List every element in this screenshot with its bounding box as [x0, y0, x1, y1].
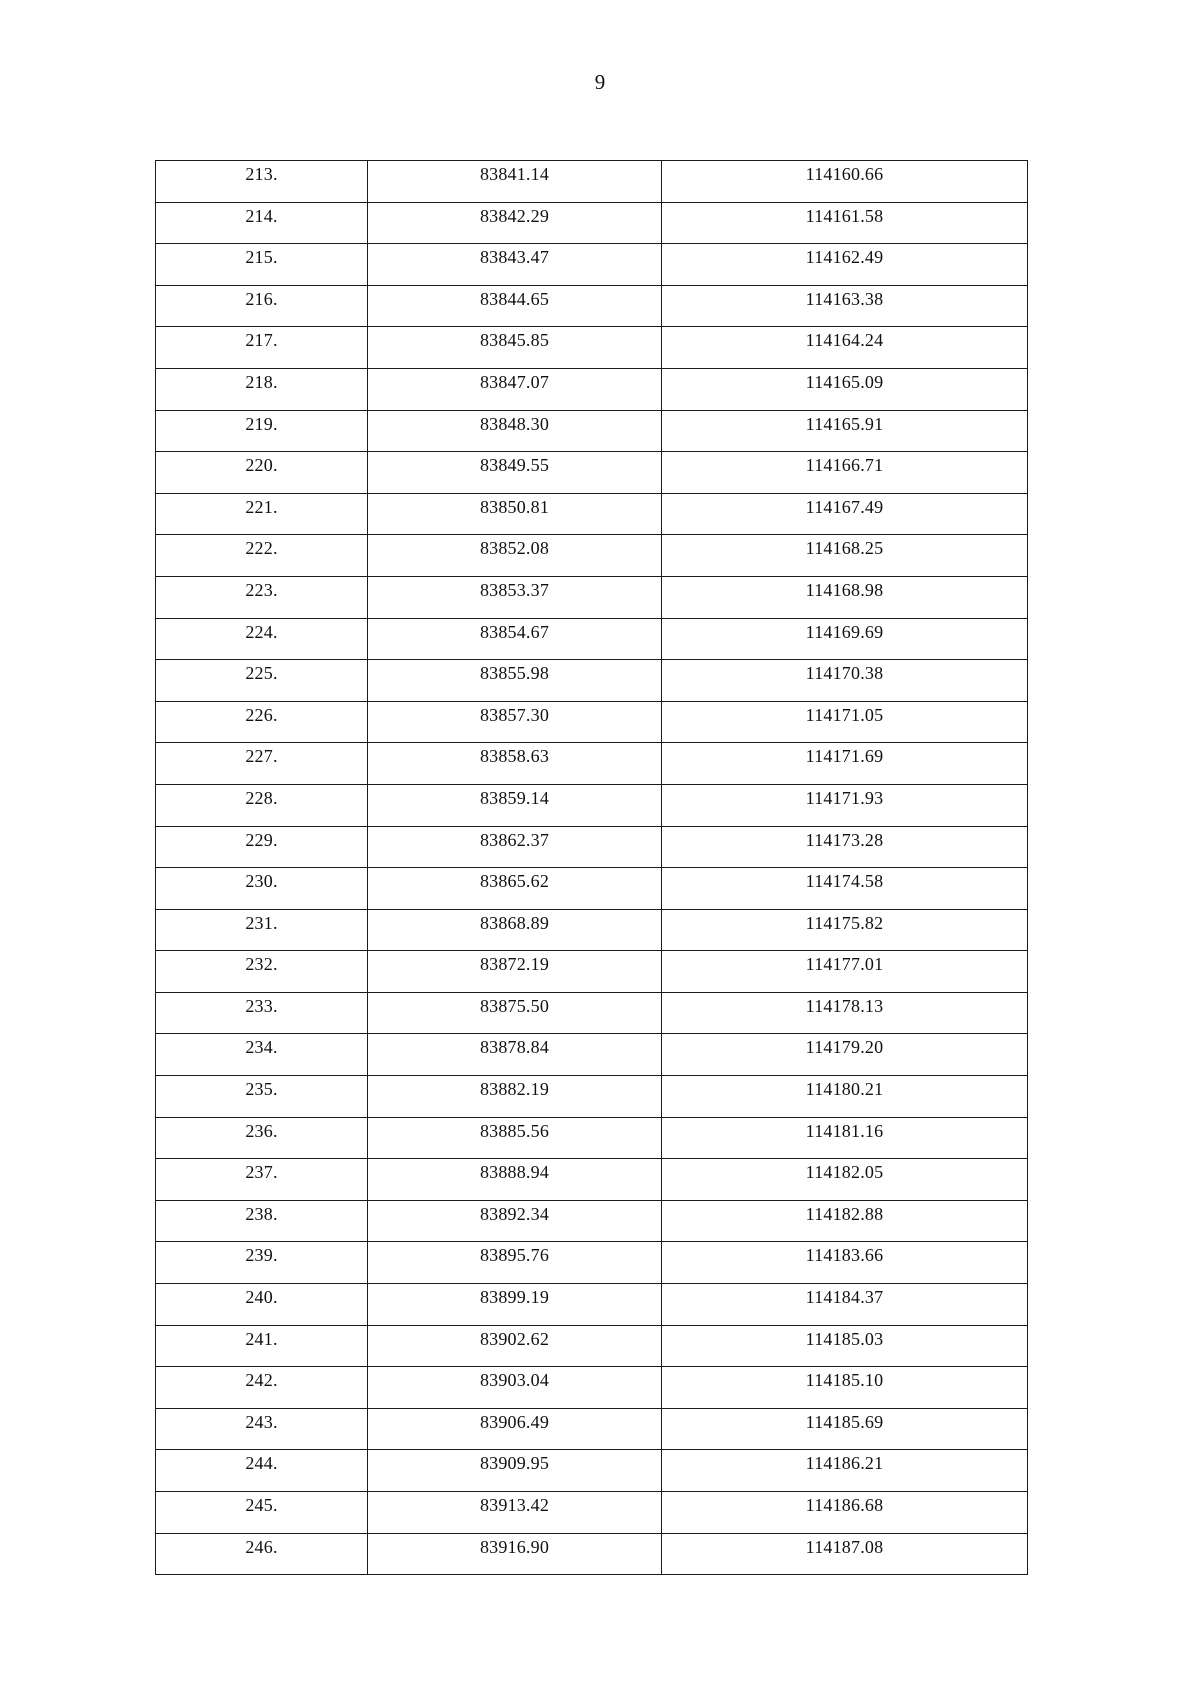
- point-number-cell: [156, 1408, 368, 1450]
- point-number-text: 228.: [245, 787, 278, 808]
- x-coordinate-cell: [368, 1533, 662, 1575]
- point-number-cell: [156, 701, 368, 743]
- point-number-text: 239.: [245, 1245, 278, 1266]
- table-row: [156, 1242, 1028, 1284]
- point-number-cell: [156, 1117, 368, 1159]
- x-coordinate-cell: [368, 1034, 662, 1076]
- x-coordinate-text: 83853.37: [479, 579, 550, 600]
- table-row: [156, 992, 1028, 1034]
- x-coordinate-cell: [368, 909, 662, 951]
- x-coordinate-text: 83888.94: [479, 1162, 550, 1183]
- y-coordinate-cell: [662, 868, 1028, 910]
- table-row: [156, 1450, 1028, 1492]
- y-coordinate-cell: [662, 1242, 1028, 1284]
- y-coordinate-cell: [662, 1034, 1028, 1076]
- table-row: [156, 1034, 1028, 1076]
- y-coordinate-cell: [662, 1533, 1028, 1575]
- x-coordinate-cell: [368, 452, 662, 494]
- x-coordinate-text: 83878.84: [479, 1037, 550, 1058]
- y-coordinate-cell: [662, 1367, 1028, 1409]
- x-coordinate-cell: [368, 1450, 662, 1492]
- y-coordinate-cell: [662, 1492, 1028, 1534]
- point-number-text: 224.: [245, 621, 278, 642]
- table-row: [156, 1492, 1028, 1534]
- y-coordinate-text: 114168.25: [805, 538, 884, 559]
- y-coordinate-text: 114164.24: [805, 330, 884, 351]
- point-number-text: 245.: [245, 1495, 278, 1515]
- y-coordinate-text: 114182.05: [805, 1162, 884, 1183]
- point-number-text: 215.: [245, 247, 278, 268]
- y-coordinate-cell: [662, 1159, 1028, 1201]
- x-coordinate-text: 83855.98: [479, 663, 550, 684]
- point-number-cell: [156, 868, 368, 910]
- y-coordinate-text: 114163.38: [805, 288, 884, 309]
- point-number-text: 222.: [245, 538, 278, 559]
- y-coordinate-text: 114165.91: [805, 413, 884, 434]
- y-coordinate-cell: [662, 1408, 1028, 1450]
- x-coordinate-cell: [368, 1492, 662, 1534]
- point-number-text: 244.: [245, 1453, 278, 1474]
- y-coordinate-text: 114180.21: [805, 1079, 884, 1100]
- point-number-text: 214.: [245, 205, 278, 226]
- table-row: [156, 1284, 1028, 1326]
- coordinates-table-body: [156, 161, 1028, 1575]
- point-number-text: 230.: [245, 871, 278, 892]
- y-coordinate-text: 114161.58: [805, 205, 884, 226]
- x-coordinate-text: 83857.30: [479, 704, 550, 725]
- y-coordinate-text: 114170.38: [805, 663, 884, 684]
- x-coordinate-cell: [368, 161, 662, 203]
- table-row: [156, 1076, 1028, 1118]
- point-number-text: 238.: [245, 1203, 278, 1224]
- x-coordinate-text: 83859.14: [479, 787, 550, 808]
- y-coordinate-text: 114185.03: [805, 1328, 884, 1349]
- table-row: [156, 452, 1028, 494]
- y-coordinate-text: 114187.08: [805, 1536, 884, 1557]
- point-number-text: 219.: [245, 413, 278, 434]
- point-number-cell: [156, 1533, 368, 1575]
- y-coordinate-cell: [662, 202, 1028, 244]
- x-coordinate-text: 83902.62: [479, 1328, 550, 1349]
- y-coordinate-cell: [662, 244, 1028, 286]
- y-coordinate-cell: [662, 452, 1028, 494]
- x-coordinate-text: 83841.14: [479, 164, 550, 184]
- point-number-text: 243.: [245, 1411, 278, 1432]
- x-coordinate-text: 83843.47: [479, 247, 550, 268]
- point-number-text: 225.: [245, 663, 278, 684]
- point-number-text: 235.: [245, 1079, 278, 1100]
- y-coordinate-text: 114181.16: [805, 1120, 884, 1141]
- table-row: [156, 576, 1028, 618]
- table-row: [156, 1408, 1028, 1450]
- x-coordinate-text: 83848.30: [479, 413, 550, 434]
- x-coordinate-cell: [368, 660, 662, 702]
- y-coordinate-text: 114160.66: [805, 164, 884, 184]
- table-row: [156, 244, 1028, 286]
- y-coordinate-cell: [662, 1200, 1028, 1242]
- y-coordinate-cell: [662, 909, 1028, 951]
- y-coordinate-text: 114186.68: [805, 1495, 884, 1515]
- x-coordinate-text: 83899.19: [479, 1287, 550, 1308]
- x-coordinate-cell: [368, 701, 662, 743]
- point-number-cell: [156, 992, 368, 1034]
- x-coordinate-text: 83882.19: [479, 1079, 550, 1100]
- point-number-text: 226.: [245, 704, 278, 725]
- point-number-cell: [156, 535, 368, 577]
- y-coordinate-cell: [662, 1076, 1028, 1118]
- y-coordinate-cell: [662, 535, 1028, 577]
- y-coordinate-cell: [662, 493, 1028, 535]
- table-row: [156, 368, 1028, 410]
- page-number: 9: [594, 70, 606, 94]
- x-coordinate-text: 83903.04: [479, 1370, 550, 1391]
- point-number-cell: [156, 493, 368, 535]
- x-coordinate-cell: [368, 202, 662, 244]
- y-coordinate-text: 114178.13: [805, 995, 884, 1016]
- point-number-text: 221.: [245, 496, 278, 517]
- point-number-cell: [156, 1450, 368, 1492]
- point-number-cell: [156, 327, 368, 369]
- x-coordinate-cell: [368, 1200, 662, 1242]
- table-row: [156, 909, 1028, 951]
- point-number-text: 236.: [245, 1120, 278, 1141]
- table-row: [156, 784, 1028, 826]
- point-number-text: 229.: [245, 829, 278, 850]
- y-coordinate-cell: [662, 826, 1028, 868]
- y-coordinate-text: 114168.98: [805, 579, 884, 600]
- point-number-cell: [156, 1492, 368, 1534]
- point-number-cell: [156, 452, 368, 494]
- table-row: [156, 618, 1028, 660]
- table-row: [156, 1325, 1028, 1367]
- point-number-cell: [156, 161, 368, 203]
- y-coordinate-text: 114177.01: [805, 954, 884, 975]
- y-coordinate-cell: [662, 285, 1028, 327]
- y-coordinate-text: 114171.93: [805, 787, 884, 808]
- point-number-text: 237.: [245, 1162, 278, 1183]
- table-row: [156, 660, 1028, 702]
- x-coordinate-cell: [368, 1117, 662, 1159]
- x-coordinate-text: 83854.67: [479, 621, 550, 642]
- x-coordinate-text: 83852.08: [479, 538, 550, 559]
- x-coordinate-text: 83916.90: [479, 1536, 550, 1557]
- point-number-text: 240.: [245, 1287, 278, 1308]
- x-coordinate-text: 83895.76: [479, 1245, 550, 1266]
- point-number-text: 213.: [245, 164, 278, 184]
- x-coordinate-cell: [368, 493, 662, 535]
- point-number-cell: [156, 576, 368, 618]
- table-row: [156, 743, 1028, 785]
- y-coordinate-cell: [662, 161, 1028, 203]
- point-number-cell: [156, 951, 368, 993]
- y-coordinate-text: 114167.49: [805, 496, 884, 517]
- point-number-text: 242.: [245, 1370, 278, 1391]
- x-coordinate-text: 83842.29: [479, 205, 550, 226]
- point-number-cell: [156, 1159, 368, 1201]
- x-coordinate-cell: [368, 992, 662, 1034]
- x-coordinate-cell: [368, 1242, 662, 1284]
- point-number-text: 241.: [245, 1328, 278, 1349]
- y-coordinate-text: 114179.20: [805, 1037, 884, 1058]
- x-coordinate-text: 83865.62: [479, 871, 550, 892]
- y-coordinate-text: 114182.88: [805, 1203, 884, 1224]
- point-number-cell: [156, 202, 368, 244]
- y-coordinate-text: 114166.71: [805, 455, 884, 476]
- x-coordinate-cell: [368, 618, 662, 660]
- point-number-cell: [156, 285, 368, 327]
- point-number-cell: [156, 1284, 368, 1326]
- point-number-text: 216.: [245, 288, 278, 309]
- x-coordinate-text: 83844.65: [479, 288, 550, 309]
- y-coordinate-text: 114165.09: [805, 371, 884, 392]
- x-coordinate-text: 83847.07: [479, 371, 550, 392]
- y-coordinate-text: 114171.69: [805, 746, 884, 767]
- y-coordinate-text: 114185.10: [805, 1370, 884, 1391]
- x-coordinate-cell: [368, 535, 662, 577]
- point-number-cell: [156, 660, 368, 702]
- y-coordinate-text: 114174.58: [805, 871, 884, 892]
- point-number-cell: [156, 1076, 368, 1118]
- y-coordinate-cell: [662, 368, 1028, 410]
- table-row: [156, 202, 1028, 244]
- y-coordinate-cell: [662, 1284, 1028, 1326]
- table-row: [156, 1200, 1028, 1242]
- point-number-cell: [156, 909, 368, 951]
- y-coordinate-cell: [662, 1325, 1028, 1367]
- x-coordinate-text: 83849.55: [479, 455, 550, 476]
- y-coordinate-cell: [662, 784, 1028, 826]
- table-row: [156, 410, 1028, 452]
- y-coordinate-cell: [662, 701, 1028, 743]
- point-number-cell: [156, 743, 368, 785]
- table-row: [156, 1367, 1028, 1409]
- x-coordinate-text: 83850.81: [479, 496, 550, 517]
- point-number-cell: [156, 1200, 368, 1242]
- point-number-text: 217.: [245, 330, 278, 351]
- y-coordinate-cell: [662, 576, 1028, 618]
- point-number-text: 231.: [245, 912, 278, 933]
- point-number-cell: [156, 784, 368, 826]
- x-coordinate-text: 83858.63: [479, 746, 550, 767]
- x-coordinate-text: 83862.37: [479, 829, 550, 850]
- x-coordinate-cell: [368, 826, 662, 868]
- table-row: [156, 826, 1028, 868]
- x-coordinate-text: 83906.49: [479, 1411, 550, 1432]
- y-coordinate-text: 114185.69: [805, 1411, 884, 1432]
- y-coordinate-text: 114175.82: [805, 912, 884, 933]
- point-number-text: 232.: [245, 954, 278, 975]
- x-coordinate-cell: [368, 285, 662, 327]
- x-coordinate-cell: [368, 410, 662, 452]
- y-coordinate-cell: [662, 410, 1028, 452]
- x-coordinate-cell: [368, 327, 662, 369]
- x-coordinate-text: 83875.50: [479, 995, 550, 1016]
- x-coordinate-cell: [368, 784, 662, 826]
- y-coordinate-text: 114162.49: [805, 247, 884, 268]
- y-coordinate-cell: [662, 618, 1028, 660]
- point-number-cell: [156, 1242, 368, 1284]
- x-coordinate-cell: [368, 743, 662, 785]
- point-number-text: 223.: [245, 579, 278, 600]
- x-coordinate-text: 83913.42: [479, 1495, 550, 1515]
- y-coordinate-cell: [662, 1450, 1028, 1492]
- y-coordinate-text: 114173.28: [805, 829, 884, 850]
- point-number-cell: [156, 1325, 368, 1367]
- y-coordinate-text: 114183.66: [805, 1245, 884, 1266]
- x-coordinate-text: 83885.56: [479, 1120, 550, 1141]
- x-coordinate-cell: [368, 1325, 662, 1367]
- table-row: [156, 868, 1028, 910]
- point-number-cell: [156, 1034, 368, 1076]
- y-coordinate-text: 114184.37: [805, 1287, 884, 1308]
- x-coordinate-text: 83892.34: [479, 1203, 550, 1224]
- x-coordinate-text: 83845.85: [479, 330, 550, 351]
- point-number-cell: [156, 1367, 368, 1409]
- point-number-cell: [156, 368, 368, 410]
- y-coordinate-text: 114186.21: [805, 1453, 884, 1474]
- y-coordinate-text: 114169.69: [805, 621, 884, 642]
- point-number-text: 218.: [245, 371, 278, 392]
- point-number-text: 234.: [245, 1037, 278, 1058]
- y-coordinate-text: 114171.05: [805, 704, 884, 725]
- point-number-cell: [156, 410, 368, 452]
- table-row: [156, 951, 1028, 993]
- point-number-cell: [156, 618, 368, 660]
- table-row: [156, 535, 1028, 577]
- y-coordinate-cell: [662, 1117, 1028, 1159]
- point-number-cell: [156, 826, 368, 868]
- x-coordinate-cell: [368, 1284, 662, 1326]
- table-row: [156, 161, 1028, 203]
- x-coordinate-cell: [368, 1159, 662, 1201]
- x-coordinate-text: 83872.19: [479, 954, 550, 975]
- y-coordinate-cell: [662, 951, 1028, 993]
- y-coordinate-cell: [662, 327, 1028, 369]
- y-coordinate-cell: [662, 660, 1028, 702]
- x-coordinate-cell: [368, 576, 662, 618]
- x-coordinate-cell: [368, 368, 662, 410]
- point-number-text: 233.: [245, 995, 278, 1016]
- table-row: [156, 493, 1028, 535]
- x-coordinate-text: 83909.95: [479, 1453, 550, 1474]
- point-number-text: 246.: [245, 1536, 278, 1557]
- x-coordinate-cell: [368, 951, 662, 993]
- x-coordinate-cell: [368, 868, 662, 910]
- x-coordinate-text: 83868.89: [479, 912, 550, 933]
- x-coordinate-cell: [368, 1076, 662, 1118]
- table-row: [156, 1533, 1028, 1575]
- point-number-text: 220.: [245, 455, 278, 476]
- y-coordinate-cell: [662, 992, 1028, 1034]
- table-row: [156, 1117, 1028, 1159]
- x-coordinate-cell: [368, 1408, 662, 1450]
- table-row: [156, 285, 1028, 327]
- table-row: [156, 1159, 1028, 1201]
- y-coordinate-cell: [662, 743, 1028, 785]
- table-row: [156, 701, 1028, 743]
- x-coordinate-cell: [368, 1367, 662, 1409]
- table-row: [156, 327, 1028, 369]
- coordinates-table: [155, 160, 1028, 1575]
- point-number-text: 227.: [245, 746, 278, 767]
- x-coordinate-cell: [368, 244, 662, 286]
- point-number-cell: [156, 244, 368, 286]
